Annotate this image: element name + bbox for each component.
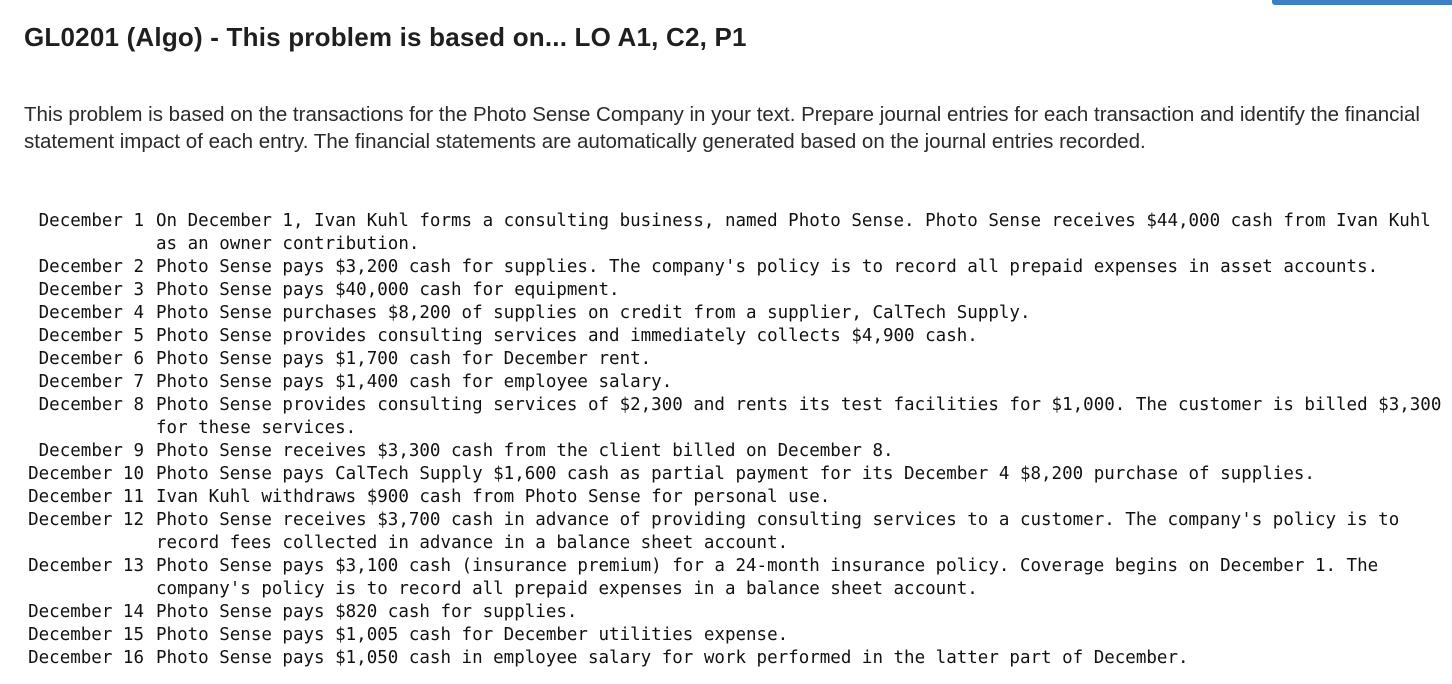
transaction-row [23,348,1443,371]
problem-intro: This problem is based on the transactions for the Photo Sense Company in your text. Prepare journal entries for each transaction and identify the financial statement impact of each entry. The financial statements are automatically generated based on the journal entries recorded. [24,103,1420,153]
transaction-date: December 10 [28,464,144,484]
transaction-row [23,486,1443,509]
transaction-date: December 13 [28,556,144,576]
transaction-date: December 3 [38,280,144,300]
transaction-date: December 8 [38,395,144,415]
transaction-description: Photo Sense provides consulting services and immediately collects $4,900 cash. [156,326,978,346]
transaction-date: December 11 [28,487,144,507]
transaction-row [23,555,1443,601]
transaction-description: Photo Sense pays $820 cash for supplies. [156,602,578,622]
transaction-row [23,256,1443,279]
transaction-description: Photo Sense pays $1,700 cash for December rent. [156,349,652,369]
transaction-date: December 1 [38,211,144,231]
transaction-date: December 5 [38,326,144,346]
transaction-date: December 6 [38,349,144,369]
transaction-row [23,325,1443,348]
transaction-date: December 16 [28,648,144,668]
transaction-description: Photo Sense pays $1,400 cash for employee salary. [156,372,673,392]
transaction-description: Photo Sense provides consulting services of $2,300 and rents its test facilities for $1,000. The customer is billed $3,300 for these services. [156,395,1442,438]
transaction-description: Photo Sense receives $3,700 cash in advance of providing consulting services to a customer. The company's policy is to record fees collected in advance in a balance sheet account. [156,510,1400,553]
transaction-row [23,302,1443,325]
transaction-date: December 4 [38,303,144,323]
transaction-row [23,440,1443,463]
transaction-description: Photo Sense receives $3,300 cash from the client billed on December 8. [156,441,894,461]
transaction-row [23,601,1443,624]
transaction-date: December 12 [28,510,144,530]
transaction-description: Photo Sense pays $1,050 cash in employee salary for work performed in the latter part of December. [156,648,1189,668]
transaction-row [23,371,1443,394]
transaction-description: On December 1, Ivan Kuhl forms a consulting business, named Photo Sense. Photo Sense receives $44,000 cash from Ivan Kuhl as an owner contribution. [156,211,1431,254]
transaction-description: Photo Sense pays $40,000 cash for equipment. [156,280,620,300]
transaction-description: Photo Sense purchases $8,200 of supplies on credit from a supplier, CalTech Supply. [156,303,1031,323]
transaction-date: December 2 [38,257,144,277]
transaction-date: December 9 [38,441,144,461]
page-title: GL0201 (Algo) - This problem is based on... LO A1, C2, P1 [24,22,747,52]
transaction-description: Photo Sense pays $1,005 cash for December utilities expense. [156,625,789,645]
transaction-row [23,279,1443,302]
transaction-row [23,394,1443,440]
transaction-row [23,210,1443,256]
transaction-description: Photo Sense pays $3,100 cash (insurance premium) for a 24-month insurance policy. Coverage begins on December 1. The company's policy is to record all prepaid expenses in a balance sheet account. [156,556,1379,599]
transaction-description: Photo Sense pays CalTech Supply $1,600 cash as partial payment for its December 4 $8,200 purchase of supplies. [156,464,1315,484]
transactions-table [23,210,1443,670]
transaction-description: Photo Sense pays $3,200 cash for supplies. The company's policy is to record all prepaid expenses in asset accounts. [156,257,1379,277]
transaction-date: December 14 [28,602,144,622]
transaction-description: Ivan Kuhl withdraws $900 cash from Photo Sense for personal use. [156,487,831,507]
transaction-date: December 7 [38,372,144,392]
transaction-date: December 15 [28,625,144,645]
transaction-row [23,624,1443,647]
top-accent-bar [1272,0,1452,5]
transaction-row [23,463,1443,486]
transaction-row [23,647,1443,670]
transaction-row [23,509,1443,555]
